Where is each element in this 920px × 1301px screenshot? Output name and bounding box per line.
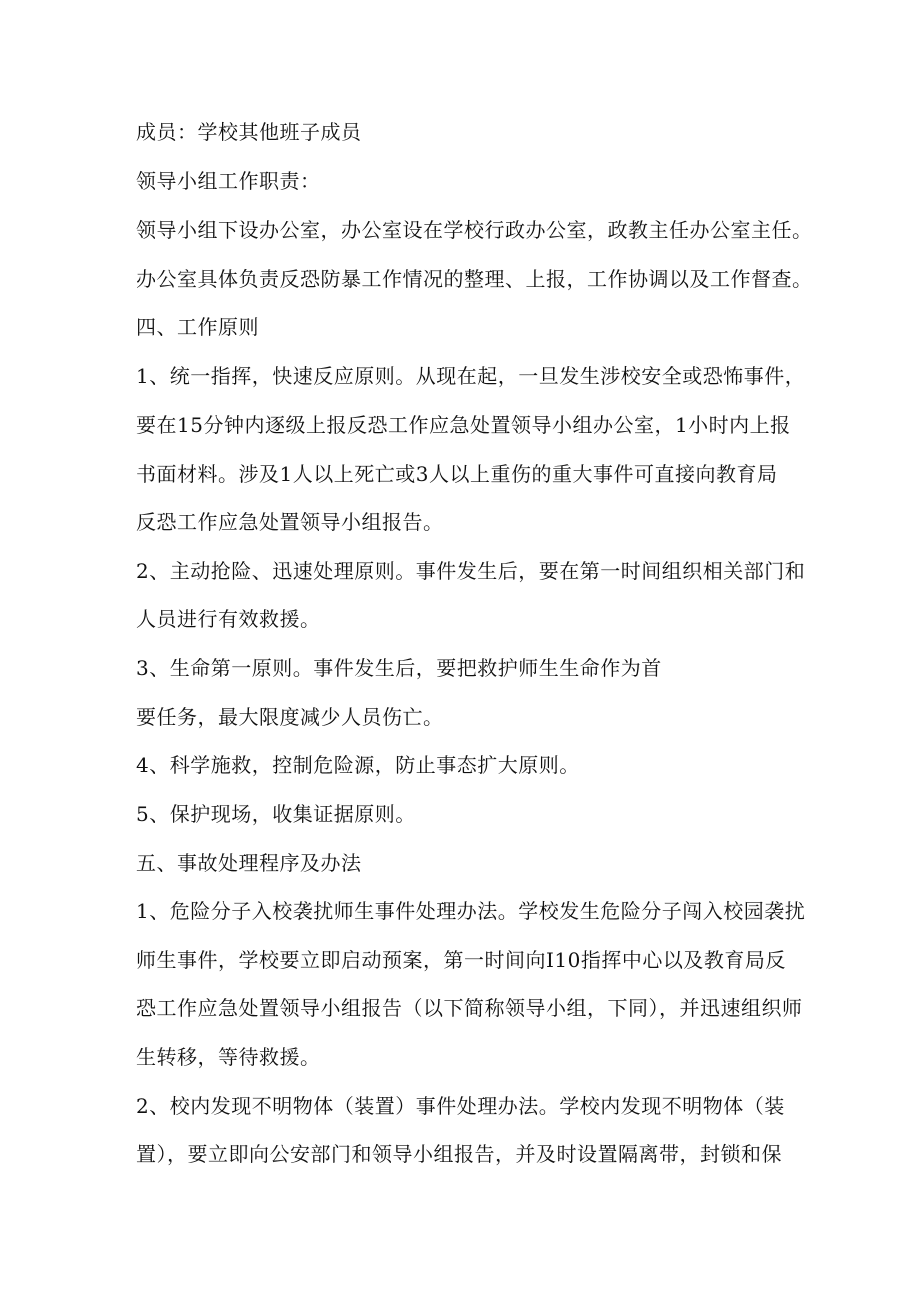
text-line: 要任务，最大限度减少人员伤亡。 [136, 705, 444, 729]
text-line: 2、主动抢险、迅速处理原则。事件发生后，要在第一时间组织相关部门和 [136, 559, 806, 583]
text-line: 师生事件，学校要立即启动预案，第一时间向I10指挥中心以及教育局反 [136, 948, 786, 972]
text-line: 恐工作应急处置领导小组报告（以下简称领导小组，下同），并迅速组织师 [136, 996, 803, 1020]
section-heading: 五、事故处理程序及办法 [136, 851, 362, 875]
text-line: 书面材料。涉及1人以上死亡或3人以上重伤的重大事件可直接向教育局 [136, 462, 778, 486]
text-line: 办公室具体负责反恐防暴工作情况的整理、上报，工作协调以及工作督查。 [136, 267, 813, 291]
text-line: 1、危险分子入校袭扰师生事件处理办法。学校发生危险分子闯入校园袭扰 [136, 899, 806, 923]
text-line: 3、生命第一原则。事件发生后，要把救护师生生命作为首 [136, 656, 662, 680]
text-line: 4、科学施救，控制危险源，防止事态扩大原则。 [136, 753, 580, 777]
text-line: 领导小组工作职责： [136, 169, 321, 193]
text-line: 2、校内发现不明物体（装置）事件处理办法。学校内发现不明物体（装 [136, 1094, 785, 1118]
text-line: 生转移，等待救援。 [136, 1045, 321, 1069]
text-line: 领导小组下设办公室，办公室设在学校行政办公室，政教主任办公室主任。 [136, 218, 813, 242]
text-line: 反恐工作应急处置领导小组报告。 [136, 510, 444, 534]
text-line: 人员进行有效救援。 [136, 607, 321, 631]
text-line: 成员：学校其他班子成员 [136, 120, 362, 144]
section-heading: 四、工作原则 [136, 315, 259, 339]
text-line: 置），要立即向公安部门和领导小组报告，并及时设置隔离带，封锁和保 [136, 1142, 782, 1166]
text-line: 要在15分钟内逐级上报反恐工作应急处置领导小组办公室，1小时内上报 [136, 413, 791, 437]
text-line: 1、统一指挥，快速反应原则。从现在起，一旦发生涉校安全或恐怖事件， [136, 364, 806, 388]
text-line: 5、保护现场，收集证据原则。 [136, 802, 416, 826]
